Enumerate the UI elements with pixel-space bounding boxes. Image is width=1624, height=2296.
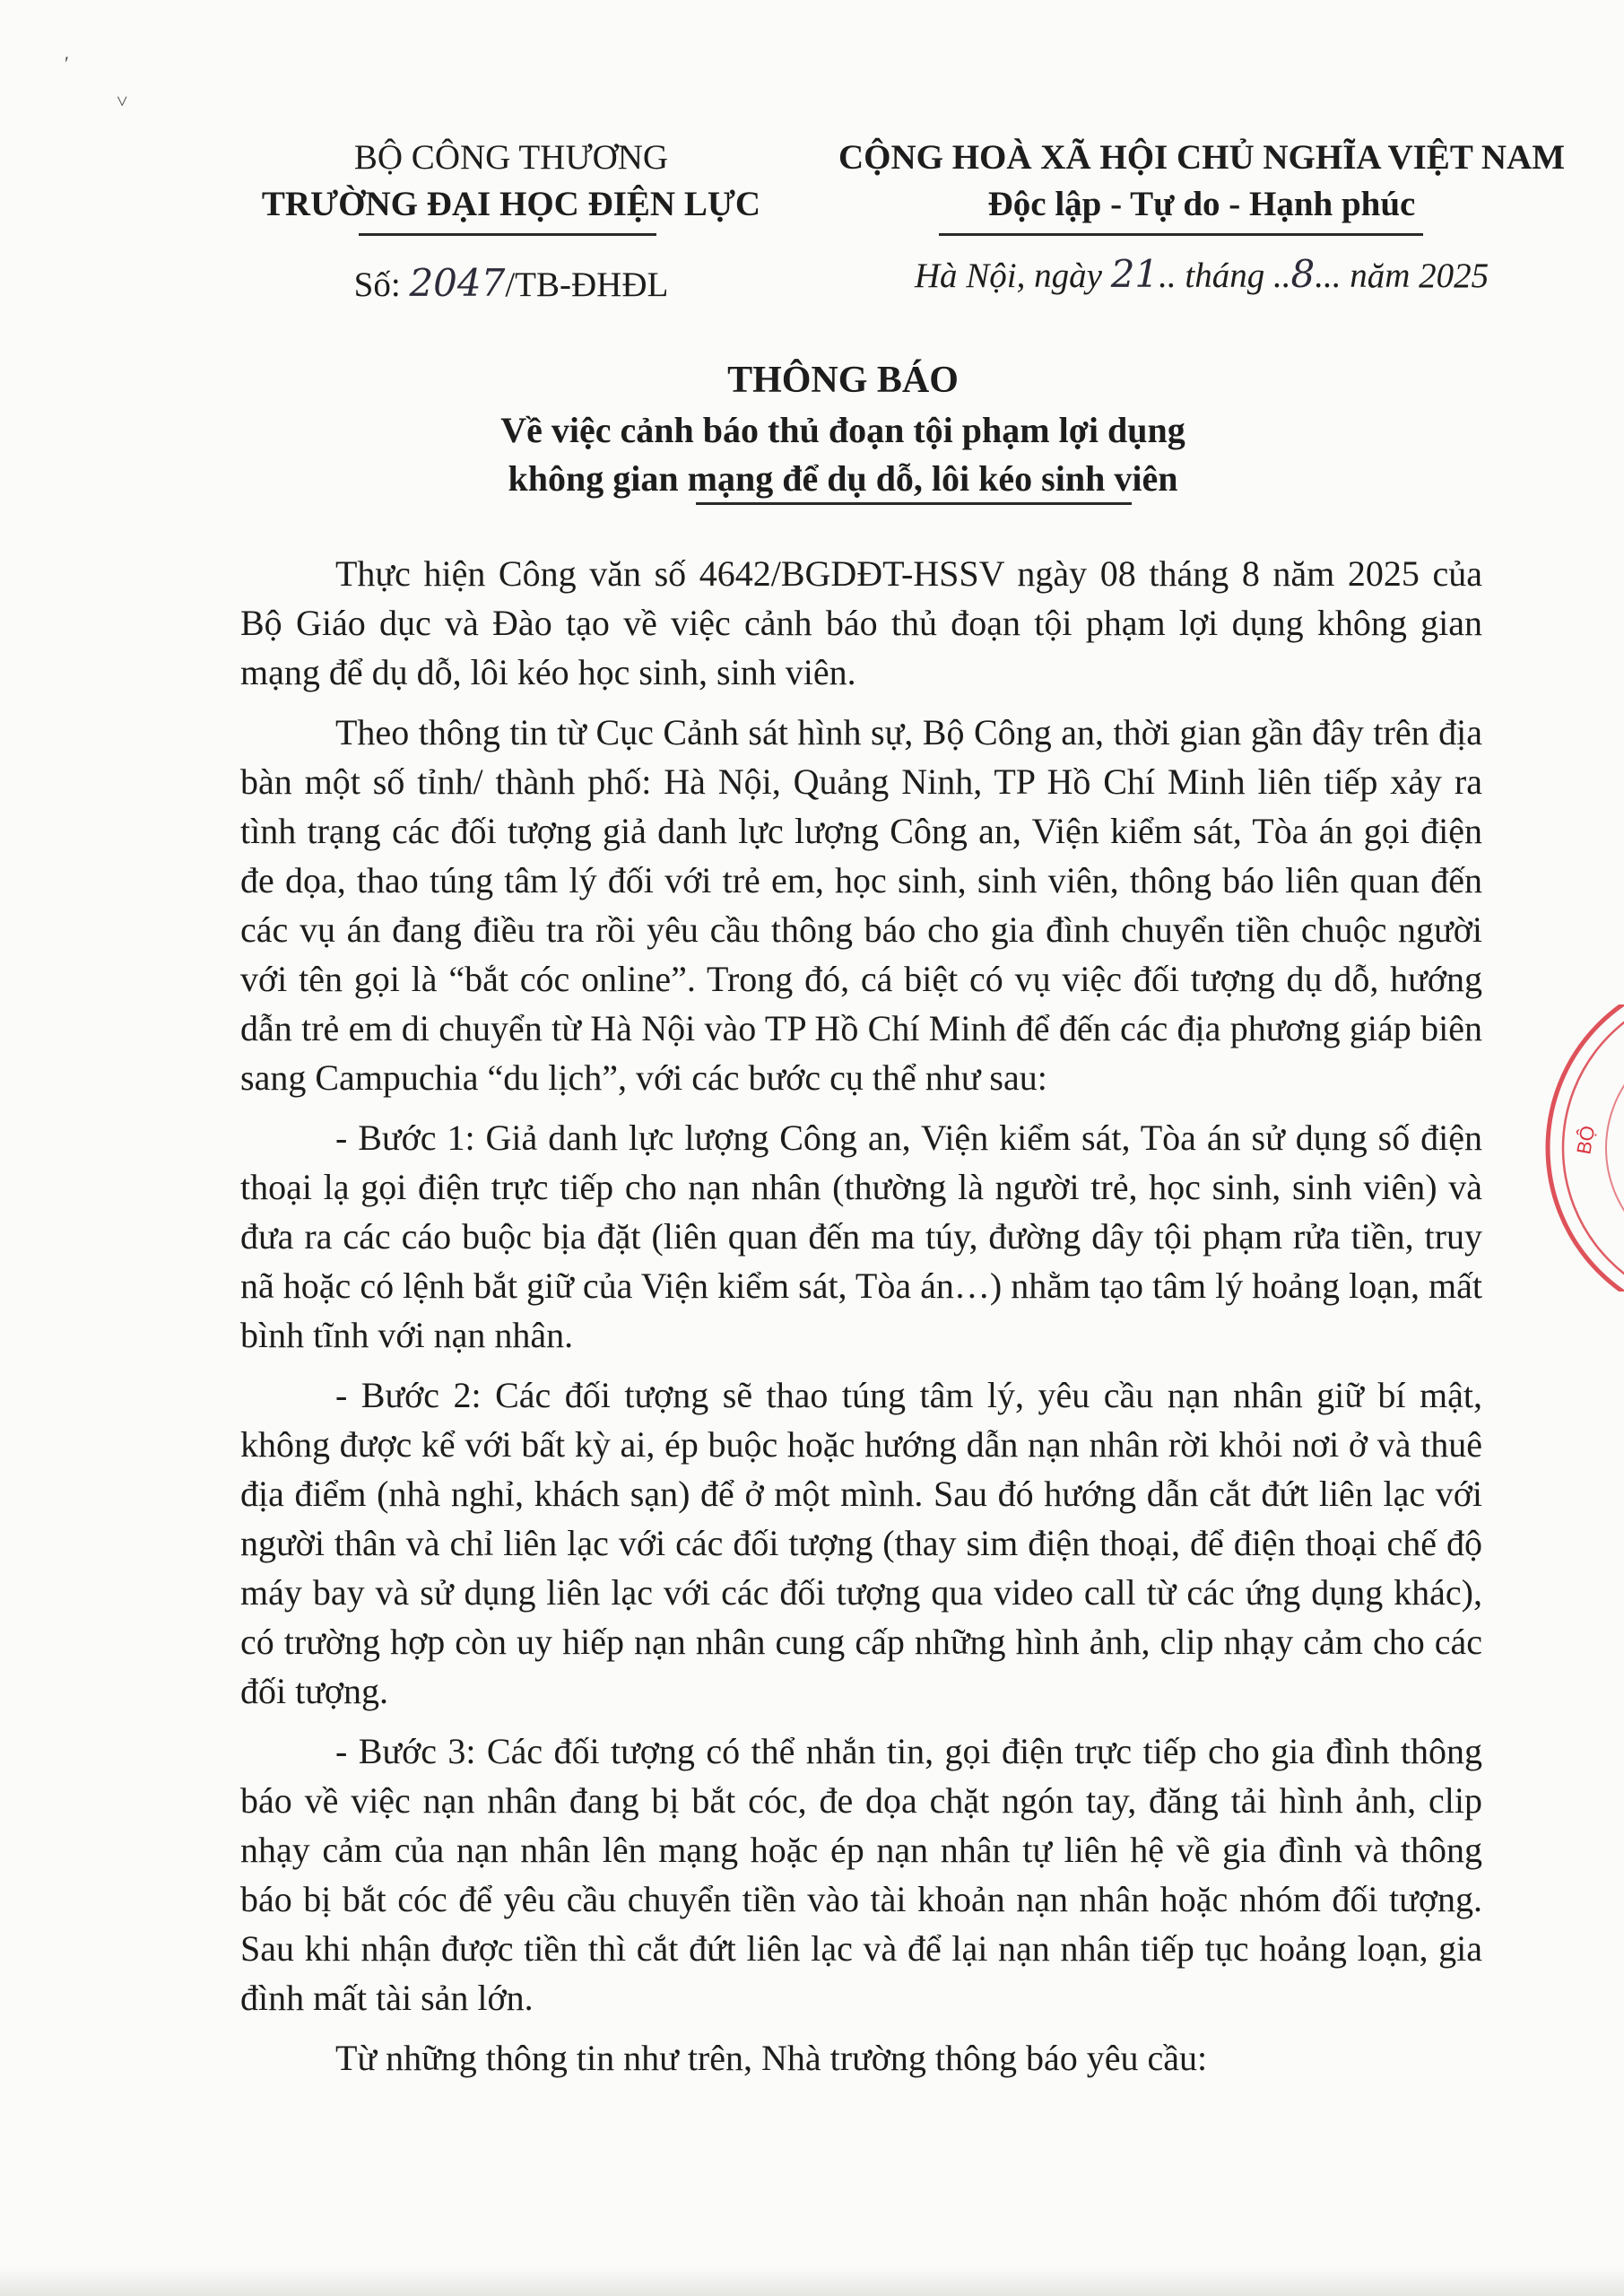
doc-number-prefix: Số:	[353, 265, 410, 304]
title-underline	[696, 502, 1132, 505]
notice-title-block	[126, 354, 1560, 503]
doc-number-suffix: /TB-ĐHĐL	[505, 265, 669, 304]
issuing-authority	[206, 135, 816, 228]
document-number	[206, 260, 816, 309]
doc-number-handwritten: 2047	[409, 261, 506, 305]
notice-title: THÔNG BÁO	[727, 360, 959, 401]
step-1-paragraph: - Bước 1: Giả danh lực lượng Công an, Viện kiểm sát, Tòa án sử dụng số điện thoại lạ gọi điện trực tiếp cho nạn nhân (thường là người trẻ, học sinh, sinh viên) và đưa ra các cáo buộc bịa đặt (liên quan đến ma túy, đường dây tội phạm rửa tiền, truy nã hoặc có lệnh bắt giữ của Viện kiểm sát, Tòa án…) nhằm tạo tâm lý hoảng loạn, mất bình tĩnh với nạn nhân.	[240, 1118, 1482, 1355]
seal-text: BỘ	[1572, 1124, 1600, 1156]
date-prefix: Hà Nội, ngày	[914, 257, 1111, 295]
national-heading	[807, 135, 1596, 228]
notice-body	[240, 549, 1482, 2093]
motto-underline	[939, 233, 1423, 236]
body-paragraph-1: Thực hiện Công văn số 4642/BGDĐT-HSSV ngày 08 tháng 8 năm 2025 của Bộ Giáo dục và Đào tạo về việc cảnh báo thủ đoạn tội phạm lợi dụng không gian mạng để dụ dỗ, lôi kéo học sinh, sinh viên.	[240, 553, 1482, 692]
step-3-paragraph: - Bước 3: Các đối tượng có thể nhắn tin, gọi điện trực tiếp cho gia đình thông báo về việc nạn nhân đang bị bắt cóc, đe dọa chặt ngón tay, đăng tải hình ảnh, clip nhạy cảm của nạn nhân lên mạng hoặc ép nạn nhân tự liên hệ về gia đình và thông báo bị bắt cóc để yêu cầu chuyển tiền vào tài khoản nạn nhân hoặc nhóm đối tượng. Sau khi nhận được tiền thì cắt đứt liên lạc và để lại nạn nhân tiếp tục hoảng loạn, gia đình mất tài sản lớn.	[240, 1731, 1482, 2018]
scan-edge-shadow	[0, 2267, 1624, 2296]
scan-speck: ˅	[117, 90, 128, 112]
motto: Độc lập - Tự do - Hạnh phúc	[987, 185, 1416, 223]
date-month-label: .. tháng ..	[1159, 257, 1291, 295]
date-line	[807, 251, 1596, 300]
notice-subtitle-line-1: Về việc cảnh báo thủ đoạn tội phạm lợi dụng	[500, 410, 1185, 450]
date-month-handwritten: 8	[1290, 252, 1316, 296]
date-year-label: ... năm 2025	[1315, 257, 1489, 295]
body-paragraph-closing: Từ những thông tin như trên, Nhà trường thông báo yêu cầu:	[335, 2038, 1208, 2078]
school-underline	[359, 233, 656, 236]
notice-subtitle-line-2: không gian mạng để dụ dỗ, lôi kéo sinh viên	[508, 458, 1178, 499]
school-name: TRƯỜNG ĐẠI HỌC ĐIỆN LỰC	[261, 185, 761, 223]
scan-speck: ′	[65, 52, 69, 74]
step-2-paragraph: - Bước 2: Các đối tượng sẽ thao túng tâm lý, yêu cầu nạn nhân giữ bí mật, không được kể với bất kỳ ai, ép buộc hoặc hướng dẫn nạn nhân rời khỏi nơi ở và thuê địa điểm (nhà nghỉ, khách sạn) để ở một mình. Sau đó hướng dẫn cắt đứt liên lạc với người thân và chỉ liên lạc với các đối tượng (thay sim điện thoại, để điện thoại chế độ máy bay và sử dụng liên lạc với các đối tượng qua video call từ các ứng dụng khác), có trường hợp còn uy hiếp nạn nhân cung cấp những hình ảnh, clip nhạy cảm cho các đối tượng.	[240, 1375, 1482, 1711]
official-seal-stamp	[1543, 1004, 1624, 1292]
date-day-handwritten: 21	[1110, 252, 1159, 296]
country-name: CỘNG HOÀ XÃ HỘI CHỦ NGHĨA VIỆT NAM	[838, 138, 1566, 177]
body-paragraph-2: Theo thông tin từ Cục Cảnh sát hình sự, Bộ Công an, thời gian gần đây trên địa bàn một số tỉnh/ thành phố: Hà Nội, Quảng Ninh, TP Hồ Chí Minh liên tiếp xảy ra tình trạng các đối tượng giả danh lực lượng Công an, Viện kiểm sát, Tòa án gọi điện đe dọa, thao túng tâm lý đối với trẻ em, học sinh, sinh viên, thông báo liên quan đến các vụ án đang điều tra rồi yêu cầu thông báo cho gia đình chuyển tiền chuộc người với tên gọi là “bắt cóc online”. Trong đó, cá biệt có vụ việc đối tượng dụ dỗ, hướng dẫn trẻ em di chuyển từ Hà Nội vào TP Hồ Chí Minh để đến các địa phương giáp biên sang Campuchia “du lịch”, với các bước cụ thể như sau:	[240, 712, 1482, 1098]
ministry-name: BỘ CÔNG THƯƠNG	[353, 138, 669, 177]
